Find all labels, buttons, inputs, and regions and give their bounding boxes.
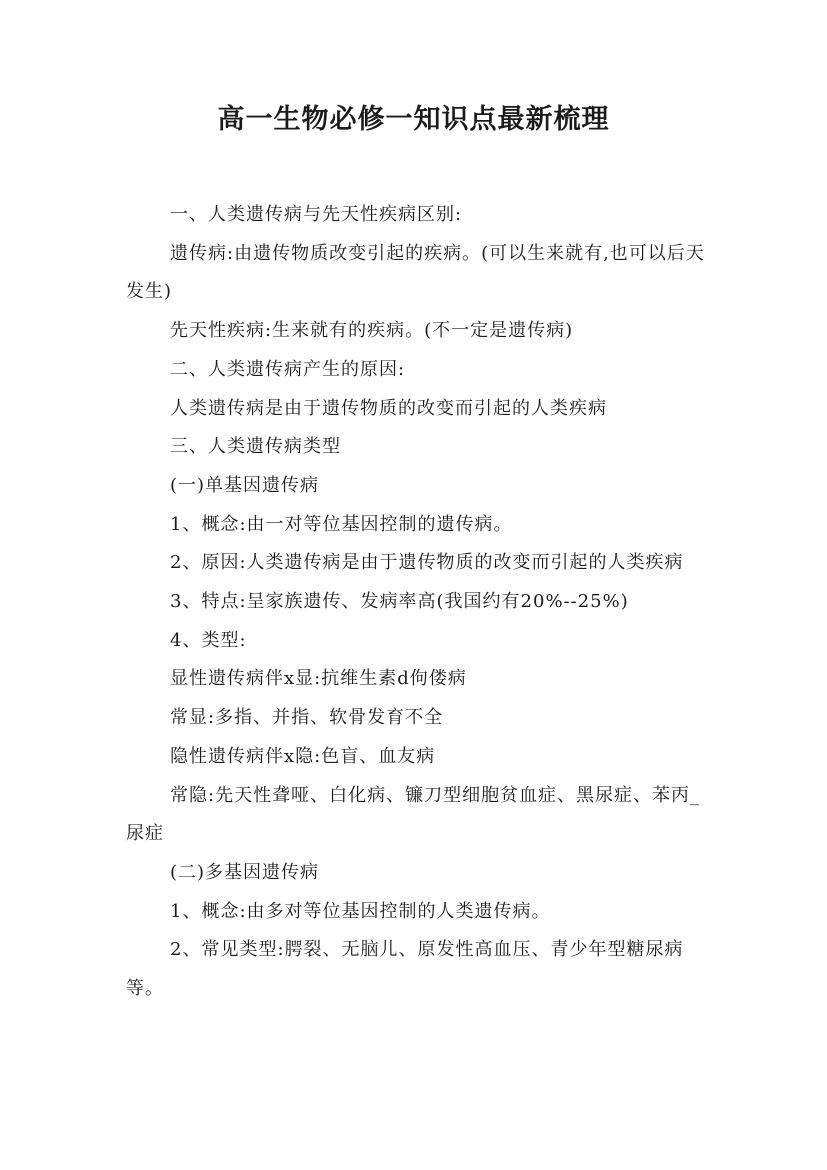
- document-title: 高一生物必修一知识点最新梳理: [217, 104, 610, 135]
- paragraph-dominant-x: 显性遗传病伴x显:抗维生素d佝偻病: [170, 668, 467, 690]
- paragraph-single-gene-types: 4、类型:: [170, 629, 247, 651]
- paragraph-genetic-disease: 遗传病:由遗传物质改变引起的疾病。(可以生来就有,也可以后天发生): [126, 242, 705, 303]
- paragraph-single-gene-cause: 2、原因:人类遗传病是由于遗传物质的改变而引起的人类疾病: [170, 552, 684, 574]
- paragraph-heading-2: 二、人类遗传病产生的原因:: [170, 358, 406, 380]
- paragraph-recessive-x: 隐性遗传病伴x隐:色盲、血友病: [170, 745, 436, 767]
- paragraph-cause: 人类遗传病是由于遗传物质的改变而引起的人类疾病: [170, 397, 607, 419]
- paragraph-multi-gene-concept: 1、概念:由多对等位基因控制的人类遗传病。: [170, 900, 551, 922]
- paragraph-heading-1: 一、人类遗传病与先天性疾病区别:: [170, 204, 463, 225]
- paragraph-single-gene-concept: 1、概念:由一对等位基因控制的遗传病。: [170, 513, 513, 535]
- paragraph-subheading-multi-gene: (二)多基因遗传病: [170, 861, 320, 883]
- paragraph-heading-3: 三、人类遗传病类型: [170, 436, 341, 458]
- paragraph-autosomal-recessive: 常隐:先天性聋哑、白化病、镰刀型细胞贫血症、黑尿症、苯丙_尿症: [126, 784, 701, 845]
- paragraph-subheading-single-gene: (一)单基因遗传病: [170, 474, 320, 496]
- paragraph-autosomal-dominant: 常显:多指、并指、软骨发育不全: [170, 707, 444, 729]
- paragraph-single-gene-feature: 3、特点:呈家族遗传、发病率高(我国约有20%--25%): [170, 591, 629, 613]
- paragraph-congenital-disease: 先天性疾病:生来就有的疾病。(不一定是遗传病): [170, 320, 574, 342]
- document-body: [126, 196, 716, 1009]
- paragraph-multi-gene-types: 2、常见类型:腭裂、无脑儿、原发性高血压、青少年型糖尿病等。: [126, 939, 684, 1000]
